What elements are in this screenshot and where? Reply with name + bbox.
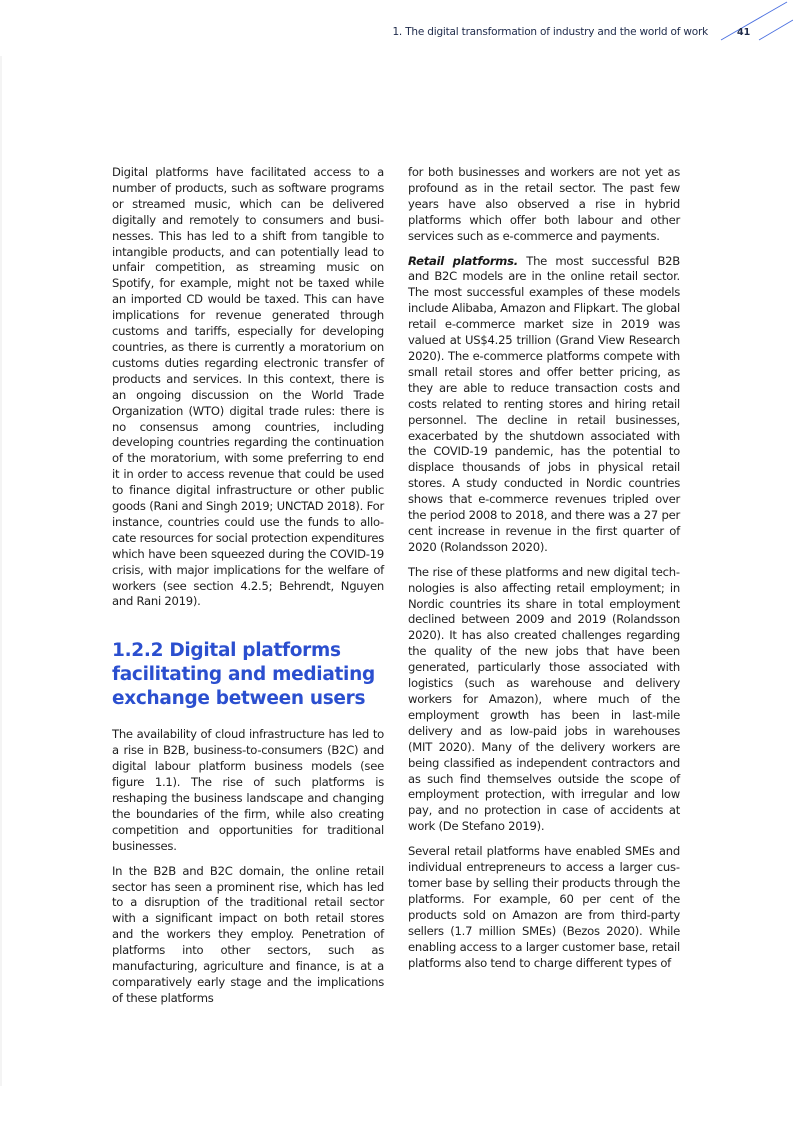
paragraph-text: The most successful B2B and B2C models are in the online retail sector. The most successful examples of these models include Alibaba, Amazon and Flipkart. The global retail e-commerce market size in 2019 was valued at US$4.25 trillion (Grand View Research 2020). The e-commerce platforms compete with small retail stores and offer better pricing, as they are able to reduce transaction costs and costs related to renting stores and hiring retail personnel. The decline in retail businesses, exacerbated by the shutdown associated with the COVID-19 pandemic, has the potential to displace thousands of jobs in physical retail stores. A study conducted in Nordic countries shows that e-commerce revenues tripled over the period 2008 to 2018, and there was a 27 per cent increase in revenue in the first quarter of 2020 (Rolandsson 2020).	[408, 253, 680, 554]
run-in-heading: Retail platforms.	[408, 253, 518, 268]
right-column	[408, 165, 680, 980]
margin-rule	[0, 56, 2, 1086]
left-column	[112, 165, 384, 1016]
paragraph-retail-platforms	[408, 254, 680, 556]
paragraph: Several retail platforms have enabled SMEs and individual entrepreneurs to access a larger customer base by selling their products through the platforms. For example, 60 per cent of the products sold on Amazon are from third-party sellers (1.7 million SMEs) (Bezos 2020). While enabling access to a larger customer base, retail platforms also tend to charge different types of	[408, 844, 680, 970]
section-heading: 1.2.2 Digital platforms facilitating and mediating exchange between users	[112, 640, 375, 710]
paragraph: In the B2B and B2C domain, the online retail sector has seen a prominent rise, which has led to a disruption of the traditional retail sector with a significant impact on both retail stores and the workers they employ. Penetration of platforms into other sectors, such as manufacturing, agriculture and finance, is at a comparatively early stage and the implications of these platforms	[112, 863, 384, 1005]
paragraph: for both businesses and workers are not yet as profound as in the retail sector. The past few years have also observed a rise in hybrid platforms which offer both labour and other services such as e-commerce and payments.	[408, 165, 680, 243]
page-number: 41	[737, 27, 751, 38]
chapter-title: 1. The digital transformation of industry and the world of work	[392, 26, 708, 38]
header-decoration-icon	[715, 0, 793, 50]
paragraph: The availability of cloud infrastructure has led to a rise in B2B, business-to-consumers (B2C) and digital labour platform business models (see figure 1.1). The rise of such platforms is reshaping the business landscape and changing the boundaries of the firm, while also creating competition and opportunities for traditional businesses.	[112, 727, 384, 853]
paragraph: Digital platforms have facilitated access to a number of products, such as software programs or streamed music, which can be delivered digitally and remotely to consumers and businesses. This has led to a shift from tangible to intangible products, and can potentially lead to unfair competition, as streaming music on Spotify, for example, might not be taxed while an imported CD would be taxed. This can have implications for revenue generated through customs and tariffs, especially for developing countries, as there is currently a moratorium on customs duties regarding electronic transfer of products and services. In this context, there is an ongoing discussion on the World Trade Organization (WTO) digital trade rules: there is no consensus among countries, including developing countries regarding the continuation of the moratorium, with some preferring to end it in order to access revenue that could be used to finance digital infrastructure or other public goods (Rani and Singh 2019; UNCTAD 2018). For instance, countries could use the funds to allocate resources for social protection expenditures which have been squeezed during the COVID-19 crisis, with major implications for the welfare of workers (see section 4.2.5; Behrendt, Nguyen and Rani 2019).	[112, 165, 384, 609]
paragraph: The rise of these platforms and new digital technologies is also affecting retail employment; in Nordic countries its share in total employment declined between 2009 and 2019 (Rolandsson 2020). It has also created challenges regarding the quality of the new jobs that have been generated, particularly those associated with logistics (such as warehouse and delivery workers for Amazon), where much of the employment growth has been in last-mile delivery and as low-paid jobs in warehouses (MIT 2020). Many of the delivery workers are being classified as independent contractors and as such find themselves outside the scope of employment protection, with irregular and low pay, and no protection in case of accidents at work (De Stefano 2019).	[408, 564, 680, 834]
